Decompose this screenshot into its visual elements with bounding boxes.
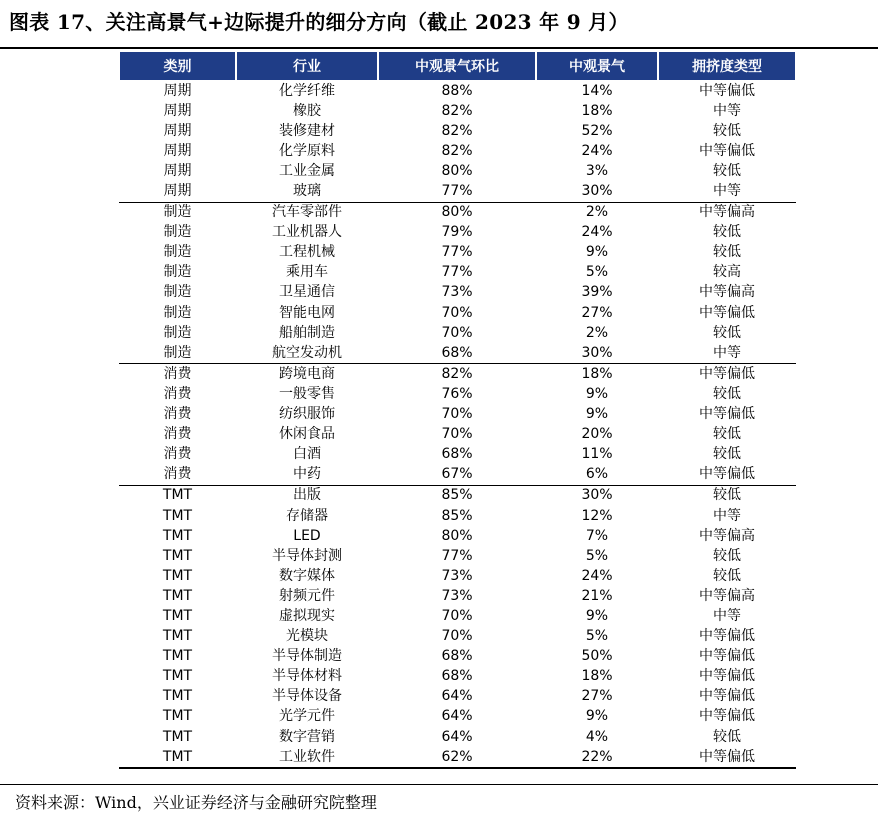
cell-industry: 玻璃 <box>293 183 321 200</box>
cell-industry: 数字营销 <box>279 728 335 745</box>
cell-industry: 休闲食品 <box>279 426 335 443</box>
table-group <box>119 485 796 768</box>
cell-mom-change: 68% <box>441 648 473 665</box>
cell-crowding-type: 中等偏低 <box>699 304 755 321</box>
cell-prosperity: 6% <box>585 466 609 483</box>
cell-prosperity: 24% <box>581 224 613 241</box>
cell-industry: 化学纤维 <box>279 82 335 99</box>
table-row <box>119 263 796 283</box>
cell-industry: 橡胶 <box>293 102 321 119</box>
cell-crowding-type: 中等偏低 <box>699 708 755 725</box>
cell-crowding-type: 中等偏低 <box>699 406 755 423</box>
cell-category: TMT <box>162 728 193 745</box>
cell-industry: 工程机械 <box>279 244 335 261</box>
cell-crowding-type: 较低 <box>713 324 741 341</box>
cell-prosperity: 21% <box>581 587 613 604</box>
cell-crowding-type: 较低 <box>713 244 741 261</box>
table-row <box>119 425 796 445</box>
table-row <box>119 606 796 626</box>
cell-mom-change: 73% <box>441 587 473 604</box>
cell-prosperity: 12% <box>581 507 613 524</box>
cell-category: 制造 <box>163 244 192 261</box>
cell-category: TMT <box>162 668 193 685</box>
cell-industry: 光模块 <box>286 628 328 645</box>
table-row <box>119 707 796 727</box>
table-group <box>119 80 796 202</box>
cell-mom-change: 82% <box>441 142 473 159</box>
cell-mom-change: 77% <box>441 244 473 261</box>
cell-industry: 装修建材 <box>279 122 335 139</box>
cell-prosperity: 18% <box>581 102 613 119</box>
table-row <box>119 323 796 343</box>
cell-category: 制造 <box>163 324 192 341</box>
table-row <box>119 202 796 223</box>
cell-crowding-type: 较低 <box>713 426 741 443</box>
cell-prosperity: 22% <box>536 747 658 768</box>
cell-crowding-type: 较低 <box>713 547 741 564</box>
cell-prosperity: 50% <box>581 648 613 665</box>
cell-industry: 一般零售 <box>279 385 335 402</box>
cell-prosperity: 18% <box>536 364 658 385</box>
cell-crowding-type: 较低 <box>713 567 741 584</box>
column-header-mom-change: 中观景气环比 <box>378 52 536 80</box>
cell-mom-change: 64% <box>441 688 473 705</box>
cell-industry: 跨境电商 <box>236 364 378 385</box>
cell-crowding-type: 中等 <box>713 102 741 119</box>
cell-crowding-type: 较低 <box>713 224 741 241</box>
table-row <box>119 586 796 606</box>
cell-prosperity: 30% <box>581 183 613 200</box>
table-row <box>119 181 796 202</box>
cell-crowding-type: 中等偏低 <box>699 688 755 705</box>
column-header-crowding-type: 拥挤度类型 <box>658 52 796 80</box>
cell-category: 消费 <box>163 385 192 402</box>
cell-category: TMT <box>162 547 193 564</box>
cell-category: 消费 <box>163 466 192 483</box>
cell-mom-change: 68% <box>441 446 473 463</box>
cell-industry: 乘用车 <box>286 264 328 281</box>
cell-crowding-type: 中等偏高 <box>658 202 796 223</box>
cell-crowding-type: 较低 <box>658 485 796 506</box>
cell-prosperity: 5% <box>585 628 609 645</box>
cell-crowding-type: 中等偏高 <box>699 284 755 301</box>
cell-mom-change: 77% <box>441 547 473 564</box>
cell-crowding-type: 中等偏低 <box>658 747 796 768</box>
cell-mom-change: 88% <box>441 82 473 99</box>
table-row <box>119 303 796 323</box>
table-row <box>119 566 796 586</box>
cell-industry: 存储器 <box>286 507 328 524</box>
cell-crowding-type: 中等 <box>713 507 741 524</box>
table-row <box>119 526 796 546</box>
cell-prosperity: 3% <box>585 162 609 179</box>
cell-mom-change: 85% <box>378 485 536 506</box>
cell-category: TMT <box>162 587 193 604</box>
cell-category: TMT <box>162 688 193 705</box>
data-table <box>118 52 797 769</box>
cell-mom-change: 80% <box>378 202 536 223</box>
cell-mom-change: 82% <box>441 102 473 119</box>
cell-prosperity: 9% <box>585 607 609 624</box>
cell-mom-change: 82% <box>441 122 473 139</box>
table-row <box>119 364 796 385</box>
cell-crowding-type: 中等偏高 <box>699 527 755 544</box>
source-rule <box>0 784 878 785</box>
cell-industry: 半导体设备 <box>272 688 342 705</box>
cell-mom-change: 62% <box>378 747 536 768</box>
column-header-category: 类别 <box>119 52 236 80</box>
cell-industry: 光学元件 <box>279 708 335 725</box>
cell-category: 周期 <box>163 102 192 119</box>
title-rule <box>0 47 878 49</box>
cell-crowding-type: 中等偏低 <box>699 648 755 665</box>
table-row <box>119 161 796 181</box>
cell-crowding-type: 中等 <box>713 344 741 361</box>
cell-prosperity: 24% <box>581 142 613 159</box>
table-row <box>119 343 796 364</box>
cell-category: 周期 <box>163 183 192 200</box>
table-group <box>119 202 796 364</box>
cell-category: TMT <box>119 485 236 506</box>
table-group <box>119 364 796 486</box>
cell-mom-change: 70% <box>441 607 473 624</box>
cell-crowding-type: 较低 <box>713 446 741 463</box>
column-header-industry: 行业 <box>236 52 378 80</box>
table-row <box>119 141 796 161</box>
cell-prosperity: 9% <box>585 406 609 423</box>
cell-mom-change: 85% <box>441 507 473 524</box>
cell-industry: 船舶制造 <box>279 324 335 341</box>
cell-category: 周期 <box>163 82 192 99</box>
cell-category: 制造 <box>119 202 236 223</box>
cell-prosperity: 18% <box>581 668 613 685</box>
cell-crowding-type: 中等偏低 <box>658 364 796 385</box>
cell-industry: 汽车零部件 <box>236 202 378 223</box>
cell-industry: 中药 <box>293 466 321 483</box>
table-row <box>119 243 796 263</box>
cell-category: 制造 <box>163 344 192 361</box>
cell-category: 消费 <box>119 364 236 385</box>
table-header-row <box>119 52 796 80</box>
cell-category: 周期 <box>163 122 192 139</box>
cell-mom-change: 68% <box>441 668 473 685</box>
cell-mom-change: 80% <box>441 527 473 544</box>
cell-industry: 虚拟现实 <box>279 607 335 624</box>
cell-industry: 工业机器人 <box>272 224 342 241</box>
cell-industry: 半导体材料 <box>272 668 342 685</box>
cell-mom-change: 77% <box>441 183 473 200</box>
cell-prosperity: 30% <box>536 485 658 506</box>
cell-prosperity: 9% <box>585 708 609 725</box>
cell-category: 周期 <box>163 142 192 159</box>
cell-industry: 化学原料 <box>279 142 335 159</box>
cell-crowding-type: 较高 <box>713 264 741 281</box>
table-row <box>119 465 796 486</box>
cell-industry: 工业软件 <box>236 747 378 768</box>
cell-prosperity: 2% <box>536 202 658 223</box>
figure-title: 图表 17、关注高景气+边际提升的细分方向（截止 2023 年 9 月） <box>9 10 629 34</box>
cell-crowding-type: 中等偏低 <box>699 668 755 685</box>
table-row <box>119 121 796 141</box>
cell-prosperity: 9% <box>585 385 609 402</box>
cell-prosperity: 7% <box>585 527 609 544</box>
cell-prosperity: 39% <box>581 284 613 301</box>
cell-prosperity: 5% <box>585 547 609 564</box>
cell-crowding-type: 中等偏低 <box>699 142 755 159</box>
cell-mom-change: 80% <box>441 162 473 179</box>
table-row <box>119 80 796 101</box>
cell-crowding-type: 中等偏高 <box>699 587 755 604</box>
cell-category: TMT <box>119 747 236 768</box>
table-row <box>119 667 796 687</box>
table-row <box>119 627 796 647</box>
cell-mom-change: 77% <box>441 264 473 281</box>
cell-prosperity: 30% <box>581 344 613 361</box>
cell-industry: 出版 <box>236 485 378 506</box>
cell-mom-change: 70% <box>441 426 473 443</box>
cell-prosperity: 9% <box>585 244 609 261</box>
cell-prosperity: 11% <box>581 446 613 463</box>
table-row <box>119 647 796 667</box>
cell-mom-change: 73% <box>441 567 473 584</box>
cell-category: 制造 <box>163 284 192 301</box>
cell-mom-change: 68% <box>441 344 473 361</box>
cell-mom-change: 67% <box>441 466 473 483</box>
cell-prosperity: 24% <box>581 567 613 584</box>
table-row <box>119 384 796 404</box>
cell-category: TMT <box>162 708 193 725</box>
cell-category: TMT <box>162 567 193 584</box>
table-row <box>119 405 796 425</box>
table-row <box>119 101 796 121</box>
table-row <box>119 283 796 303</box>
table-row <box>119 727 796 747</box>
cell-industry: 射频元件 <box>279 587 335 604</box>
cell-crowding-type: 较低 <box>713 122 741 139</box>
cell-mom-change: 70% <box>441 406 473 423</box>
cell-crowding-type: 中等偏低 <box>699 628 755 645</box>
cell-category: 制造 <box>163 264 192 281</box>
cell-industry: 数字媒体 <box>279 567 335 584</box>
cell-mom-change: 64% <box>441 708 473 725</box>
source-note: 资料来源：Wind，兴业证券经济与金融研究院整理 <box>15 793 377 812</box>
cell-crowding-type: 较低 <box>713 162 741 179</box>
cell-industry: 白酒 <box>293 446 321 463</box>
cell-prosperity: 2% <box>585 324 609 341</box>
cell-industry: LED <box>293 527 321 544</box>
cell-mom-change: 73% <box>441 284 473 301</box>
table-row <box>119 485 796 506</box>
cell-category: TMT <box>162 628 193 645</box>
table-row <box>119 747 796 768</box>
cell-category: TMT <box>162 507 193 524</box>
cell-mom-change: 76% <box>441 385 473 402</box>
cell-industry: 半导体制造 <box>272 648 342 665</box>
cell-prosperity: 4% <box>585 728 609 745</box>
cell-mom-change: 79% <box>441 224 473 241</box>
cell-category: 周期 <box>163 162 192 179</box>
cell-mom-change: 70% <box>441 304 473 321</box>
cell-category: 消费 <box>163 406 192 423</box>
cell-prosperity: 52% <box>581 122 613 139</box>
cell-category: TMT <box>162 648 193 665</box>
cell-industry: 工业金属 <box>279 162 335 179</box>
cell-prosperity: 5% <box>585 264 609 281</box>
cell-industry: 半导体封测 <box>272 547 342 564</box>
cell-crowding-type: 中等偏低 <box>699 82 755 99</box>
cell-crowding-type: 较低 <box>713 728 741 745</box>
cell-category: 消费 <box>163 446 192 463</box>
cell-industry: 卫星通信 <box>279 284 335 301</box>
cell-category: 消费 <box>163 426 192 443</box>
cell-prosperity: 27% <box>581 688 613 705</box>
cell-crowding-type: 中等 <box>713 183 741 200</box>
cell-industry: 智能电网 <box>279 304 335 321</box>
cell-mom-change: 64% <box>441 728 473 745</box>
cell-mom-change: 70% <box>441 628 473 645</box>
table-row <box>119 445 796 465</box>
cell-mom-change: 82% <box>378 364 536 385</box>
cell-prosperity: 27% <box>581 304 613 321</box>
cell-prosperity: 14% <box>581 82 613 99</box>
cell-prosperity: 20% <box>581 426 613 443</box>
cell-industry: 纺织服饰 <box>279 406 335 423</box>
cell-industry: 航空发动机 <box>272 344 342 361</box>
cell-crowding-type: 较低 <box>713 385 741 402</box>
table-row <box>119 546 796 566</box>
cell-category: TMT <box>162 607 193 624</box>
table-row <box>119 223 796 243</box>
column-header-prosperity: 中观景气 <box>536 52 658 80</box>
cell-category: 制造 <box>163 224 192 241</box>
cell-crowding-type: 中等偏低 <box>699 466 755 483</box>
table-row <box>119 687 796 707</box>
cell-mom-change: 70% <box>441 324 473 341</box>
table-row <box>119 506 796 526</box>
cell-category: TMT <box>162 527 193 544</box>
cell-crowding-type: 中等 <box>713 607 741 624</box>
cell-category: 制造 <box>163 304 192 321</box>
